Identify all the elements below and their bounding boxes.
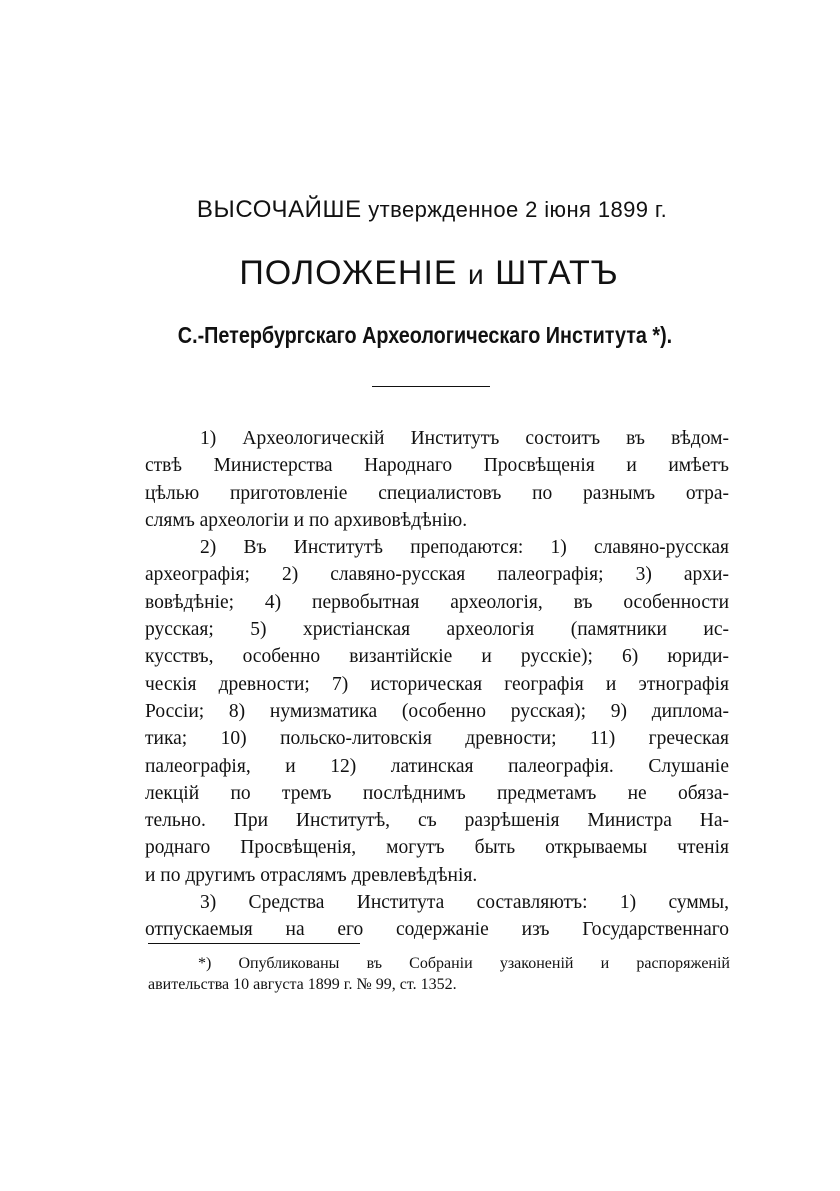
body-line: русская; 5) христiанская археологiя (памятники ис- [145,619,729,641]
approval-line [0,196,840,224]
footnote-divider [148,943,360,944]
body-line: 2) Въ Институтѣ преподаются: 1) славяно-русская [200,537,729,559]
body-line: палеографiя, и 12) латинская палеографiя. Слушанiе [145,755,729,777]
body-line: 1) Археологическiй Институтъ состоитъ въ вѣдом- [200,428,729,449]
body-line: тика; 10) польско-литовскiя древности; 11) греческая [145,728,729,750]
body-line: и по другимъ отраслямъ древлевѣдѣнiя. [145,864,478,886]
body-line: ствѣ Министерства Народнаго Просвѣщенiя и имѣетъ [145,455,729,477]
body-line: лекцiй по тремъ послѣднимъ предметамъ не обяза- [145,782,729,804]
body-line: Россiи; 8) нумизматика (особенно русская); 9) диплома- [145,700,729,722]
footnote-line: авительства 10 августа 1899 г. № 99, ст. 1352. [148,976,457,993]
body-line: слямъ археологiи и по архивовѣдѣнiю. [145,509,468,531]
body-line: роднаго Просвѣщенiя, могутъ быть открываемы чтенiя [145,837,729,859]
body-line: археографiя; 2) славяно-русская палеографiя; 3) архи- [145,564,729,586]
body-line: кусствъ, особенно византiйскiе и русскiе); 6) юриди- [145,646,729,668]
title-part1: ПОЛОЖЕНIЕ [239,254,458,292]
approval-caps: ВЫСОЧАЙШЕ [196,196,362,223]
body-line: отпускаемыя на его содержанiе изъ Государственнаго [145,919,729,941]
title-conjunction: и [468,259,485,290]
footnote [148,953,730,995]
institute-name: С.-Петербургскаго Археологическаго Института *). [177,322,673,348]
body-line: 3) Средства Института составляютъ: 1) суммы, [200,892,729,914]
approval-date: утвержденное 2 iюня 1899 г. [368,197,668,222]
body-line: ческiя древности; 7) историческая географiя и этнографiя [145,673,729,695]
title-part2: ШТАТЪ [495,254,619,292]
body-line: тельно. При Институтѣ, съ разрѣшенiя Министра На- [145,810,729,832]
body-line: вовѣдѣнiе; 4) первобытная археологiя, въ особенности [145,591,729,613]
footnote-line: *) Опубликованы въ Собранiи узаконенiй и распоряженiй [198,955,730,972]
body-line: цѣлью приготовленiе специалистовъ по разнымъ отра- [145,482,729,504]
title-divider [372,386,490,387]
body-text [145,425,729,944]
document-title [0,254,840,293]
